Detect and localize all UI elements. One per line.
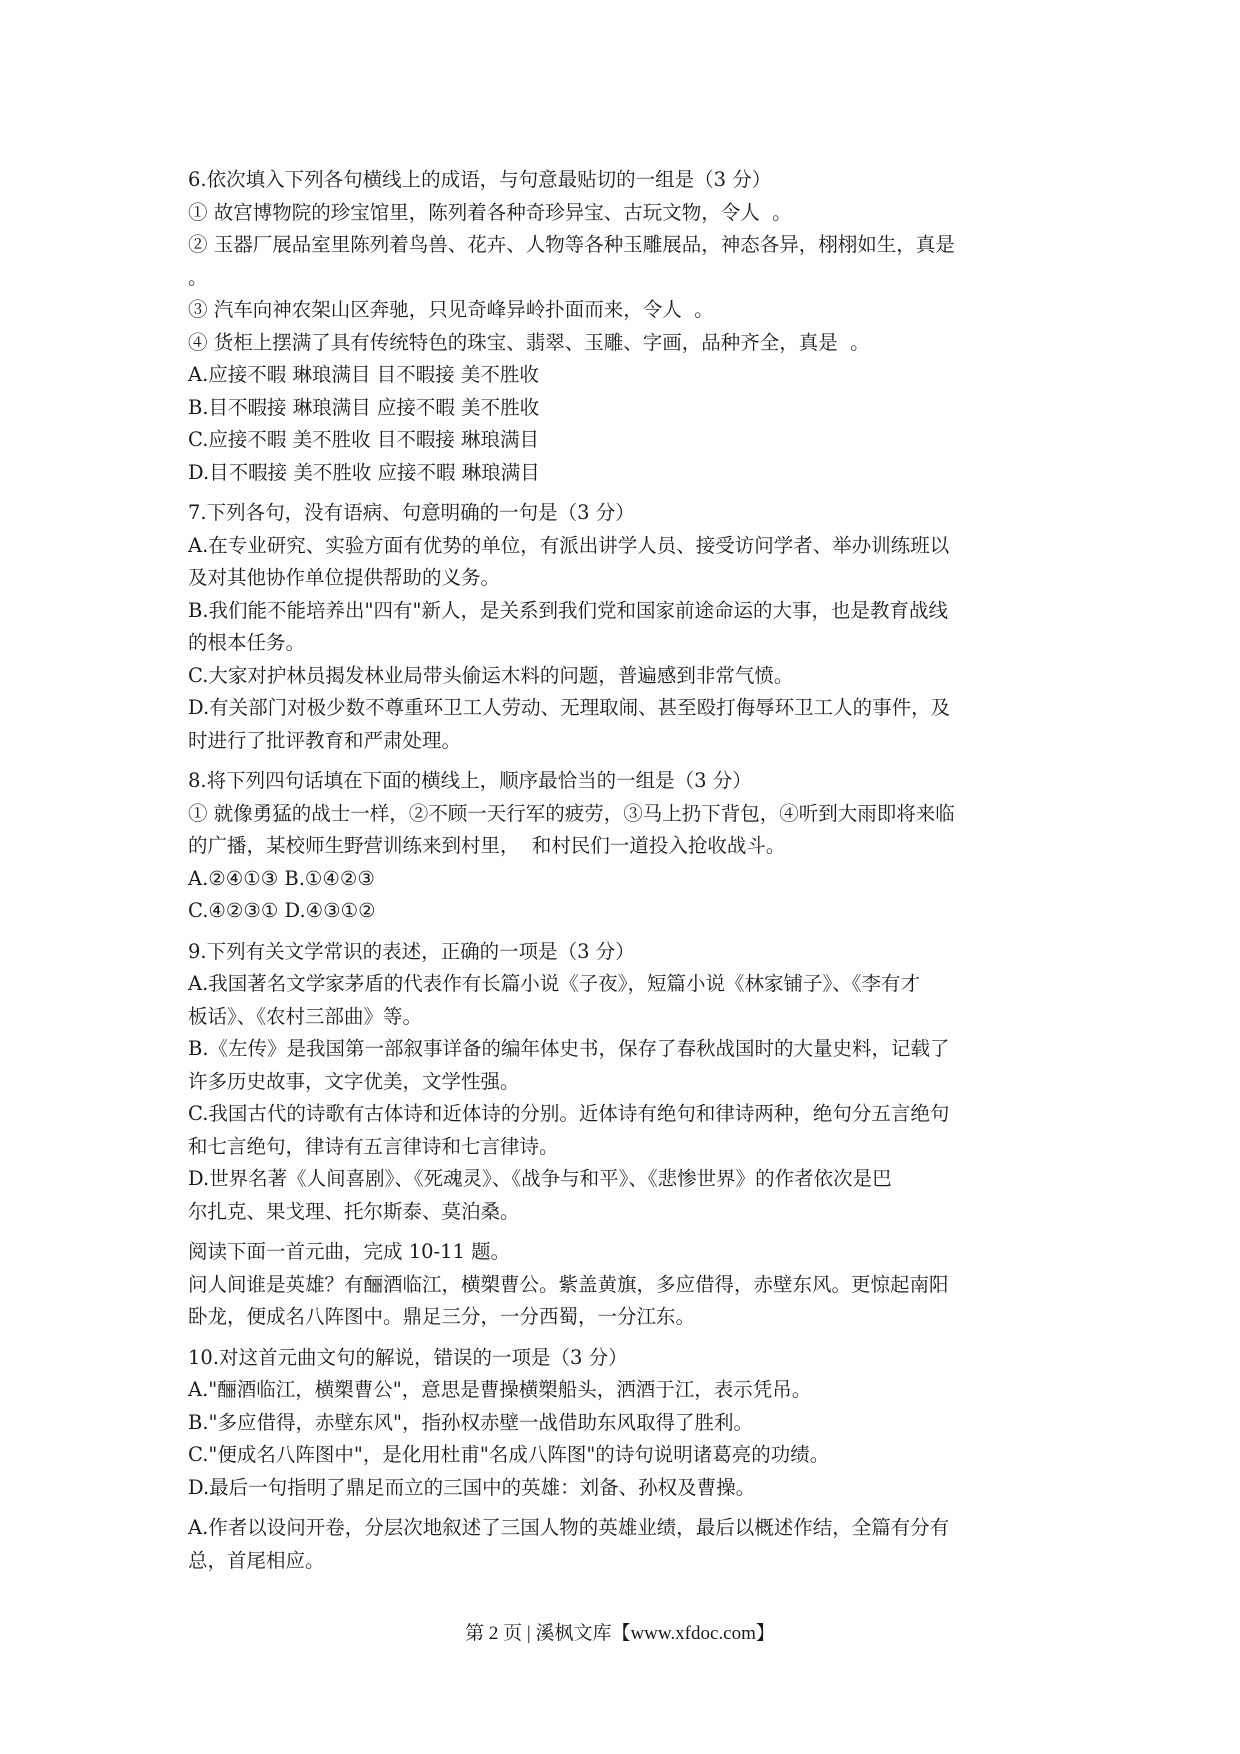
question-9 <box>188 936 1058 1229</box>
question-6 <box>188 164 1058 489</box>
sentence-line: 的广播，某校师生野营训练来到村里， 和村民们一道投入抢收战斗。 <box>188 834 786 857</box>
option-line: B.《左传》是我国第一部叙事详备的编年体史书，保存了春秋战国时的大量史料，记载了 <box>188 1037 950 1060</box>
option-line: 总，首尾相应。 <box>188 1548 325 1572</box>
option-line: D.世界名著《人间喜剧》、《死魂灵》、《战争与和平》、《悲惨世界》的作者依次是巴 <box>188 1167 892 1190</box>
sentence-line: ③ 汽车向神农架山区奔驰，只见奇峰异岭扑面而来，令人 。 <box>188 298 714 321</box>
option-b: B.目不暇接 琳琅满目 应接不暇 美不胜收 <box>188 395 540 419</box>
option-line: 和七言绝句，律诗有五言律诗和七言律诗。 <box>188 1134 559 1158</box>
question-11-partial <box>188 1512 1058 1577</box>
option-line: D.有关部门对极少数不尊重环卫工人劳动、无理取闹、甚至殴打侮辱环卫工人的事件，及 <box>188 696 951 719</box>
option-line: 的根本任务。 <box>188 631 306 654</box>
option-line: 板话》、《农村三部曲》等。 <box>188 1004 423 1028</box>
option-line: C.我国古代的诗歌有古体诗和近体诗的分别。近体诗有绝句和律诗两种，绝句分五言绝句 <box>188 1102 950 1125</box>
page-content <box>188 164 1058 1585</box>
option-line: B.我们能不能培养出"四有"新人，是关系到我们党和国家前途命运的大事，也是教育战线 <box>188 598 948 622</box>
option-line: 尔扎克、果戈理、托尔斯泰、莫泊桑。 <box>188 1199 520 1223</box>
option-line: D.最后一句指明了鼎足而立的三国中的英雄：刘备、孙权及曹操。 <box>188 1475 756 1499</box>
option-line: A."酾酒临江，横槊曹公"，意思是曹操横槊船头，洒酒于江，表示凭吊。 <box>188 1378 812 1401</box>
option-line: A.在专业研究、实验方面有优势的单位，有派出讲学人员、接受访问学者、举办训练班以 <box>188 533 950 557</box>
question-7 <box>188 497 1058 757</box>
option-line: C."便成名八阵图中"，是化用杜甫"名成八阵图"的诗句说明诸葛亮的功绩。 <box>188 1443 830 1466</box>
question-10 <box>188 1342 1058 1505</box>
option-line: 及对其他协作单位提供帮助的义务。 <box>188 566 501 589</box>
poem-line: 卧龙，便成名八阵图中。鼎足三分，一分西蜀，一分江东。 <box>188 1305 696 1328</box>
page-footer: 第 2 页 | 溪枫文库【www.xfdoc.com】 <box>465 1623 775 1644</box>
option-a: A.应接不暇 琳琅满目 目不暇接 美不胜收 <box>188 363 539 386</box>
option-d: D.目不暇接 美不胜收 应接不暇 琳琅满目 <box>188 460 540 484</box>
option-line: A.作者以设问开卷，分层次地叙述了三国人物的英雄业绩，最后以概述作结，全篇有分有 <box>188 1516 950 1539</box>
question-8 <box>188 765 1058 928</box>
option-line: C.④②③① D.④③①② <box>188 899 376 922</box>
option-line: A.②④①③ B.①④②③ <box>188 866 375 890</box>
question-stem: 7.下列各句，没有语病、句意明确的一句是（3 分） <box>188 501 635 524</box>
option-line: 许多历史故事，文字优美，文学性强。 <box>188 1069 520 1093</box>
sentence-line: ① 就像勇猛的战士一样，②不顾一天行军的疲劳，③马上扔下背包，④听到大雨即将来临 <box>188 801 955 825</box>
option-line: B."多应借得，赤壁东风"，指孙权赤壁一战借助东风取得了胜利。 <box>188 1410 753 1434</box>
reading-intro: 阅读下面一首元曲，完成 10-11 题。 <box>188 1240 511 1263</box>
sentence-line: ② 玉器厂展品室里陈列着鸟兽、花卉、人物等各种玉雕展品，神态各异，栩栩如生，真是 <box>188 233 955 256</box>
poem-line: 问人间谁是英雄？有酾酒临江，横槊曹公。紫盖黄旗，多应借得，赤壁东风。更惊起南阳 <box>188 1272 949 1296</box>
reading-passage <box>188 1236 1058 1334</box>
option-c: C.应接不暇 美不胜收 目不暇接 琳琅满目 <box>188 428 540 451</box>
sentence-line: ④ 货柜上摆满了具有传统特色的珠宝、翡翠、玉雕、字画，品种齐全，真是 。 <box>188 330 870 354</box>
sentence-line: ① 故宫博物院的珍宝馆里，陈列着各种奇珍异宝、古玩文物，令人 。 <box>188 200 792 224</box>
option-line: A.我国著名文学家茅盾的代表作有长篇小说《子夜》，短篇小说《林家铺子》、《李有才 <box>188 972 921 995</box>
question-stem: 6.依次填入下列各句横线上的成语，与句意最贴切的一组是（3 分） <box>188 168 772 191</box>
sentence-line: 。 <box>188 265 208 289</box>
option-line: C.大家对护林员揭发林业局带头偷运木料的问题，普遍感到非常气愤。 <box>188 663 794 687</box>
option-line: 时进行了批评教育和严肃处理。 <box>188 728 462 752</box>
question-stem: 10.对这首元曲文句的解说，错误的一项是（3 分） <box>188 1345 628 1369</box>
question-stem: 9.下列有关文学常识的表述，正确的一项是（3 分） <box>188 939 635 963</box>
question-stem: 8.将下列四句话填在下面的横线上，顺序最恰当的一组是（3 分） <box>188 769 752 792</box>
